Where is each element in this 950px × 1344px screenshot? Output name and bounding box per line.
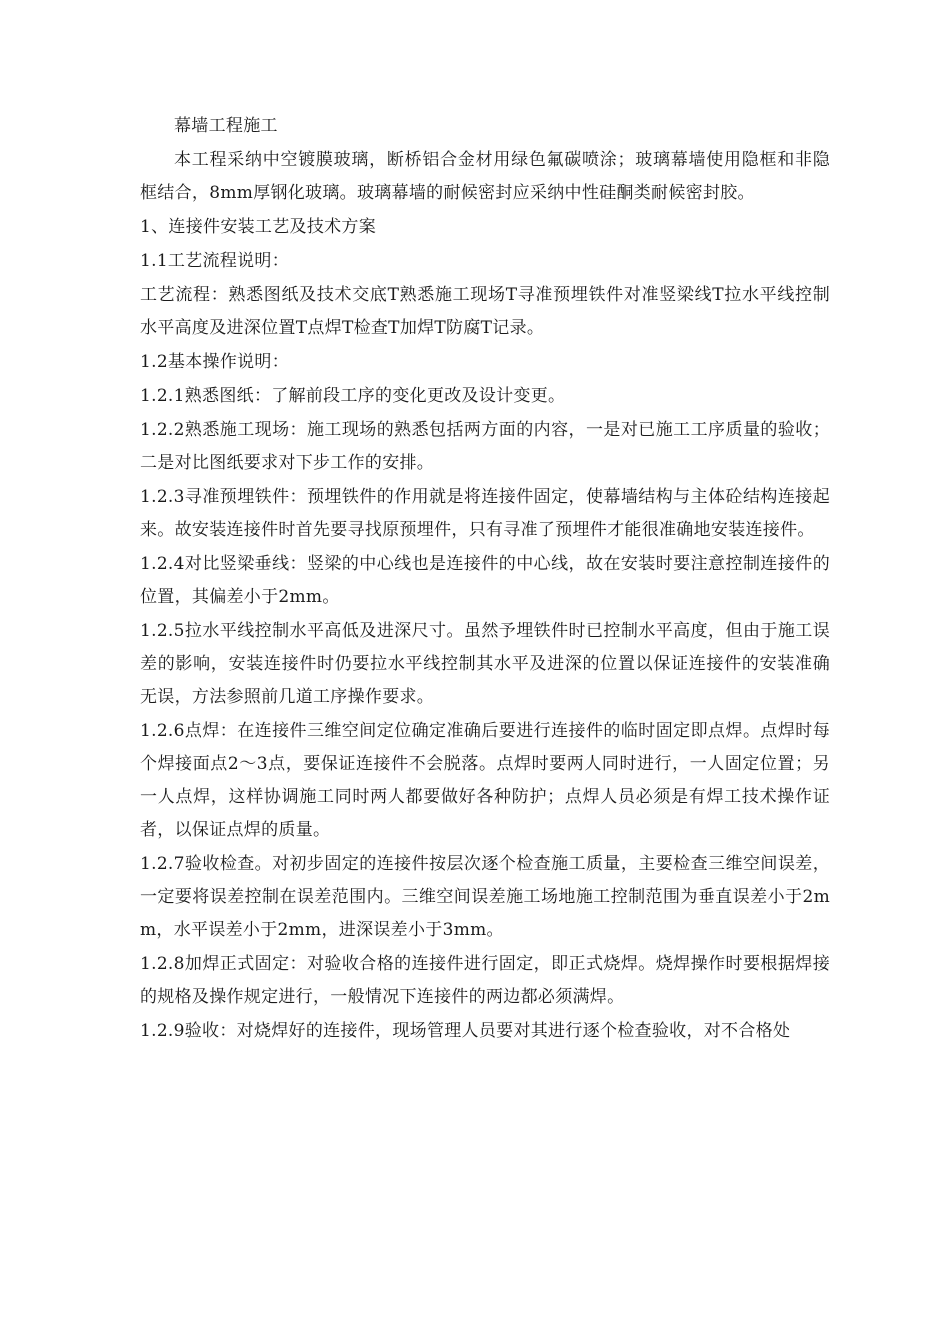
paragraph-1-2-8: 1.2.8加焊正式固定：对验收合格的连接件进行固定，即正式烧焊。烧焊操作时要根据焊接的规格及操作规定进行，一般情况下连接件的两边都必须满焊。 xyxy=(140,954,830,1007)
paragraph-1-2-9: 1.2.9验收：对烧焊好的连接件，现场管理人员要对其进行逐个检查验收，对不合格处 xyxy=(140,1021,791,1041)
section-heading-1: 1、连接件安装工艺及技术方案 xyxy=(140,217,377,237)
paragraph-1-2-7: 1.2.7验收检查。对初步固定的连接件按层次逐个检查施工质量，主要检查三维空间误差，一定要将误差控制在误差范围内。三维空间误差施工场地施工控制范围为垂直误差小于2mm，水平误差小于2mm，进深误差小于3mm。 xyxy=(140,854,830,940)
paragraph-process-flow: 工艺流程：熟悉图纸及技术交底T熟悉施工现场T寻准预埋铁件对准竖梁线T拉水平线控制水平高度及进深位置T点焊T检查T加焊T防腐T记录。 xyxy=(140,285,830,338)
paragraph-1-2-3: 1.2.3寻准预埋铁件：预埋铁件的作用就是将连接件固定，使幕墙结构与主体砼结构连接起来。故安装连接件时首先要寻找原预埋件，只有寻准了预埋件才能很准确地安装连接件。 xyxy=(140,487,830,540)
paragraph-intro: 本工程采纳中空镀膜玻璃，断桥铝合金材用绿色氟碳喷涂；玻璃幕墙使用隐框和非隐框结合，8mm厚钢化玻璃。玻璃幕墙的耐候密封应采纳中性硅酮类耐候密封胶。 xyxy=(140,150,830,203)
paragraph-1-2-5: 1.2.5拉水平线控制水平高低及进深尺寸。虽然予埋铁件时已控制水平高度，但由于施工误差的影响，安装连接件时仍要拉水平线控制其水平及进深的位置以保证连接件的安装准确无误，方法参照前几道工序操作要求。 xyxy=(140,621,830,707)
document-body xyxy=(140,110,830,1049)
paragraph-1-2-2: 1.2.2熟悉施工现场：施工现场的熟悉包括两方面的内容，一是对已施工工序质量的验收；二是对比图纸要求对下步工作的安排。 xyxy=(140,420,830,473)
paragraph-1-2-4: 1.2.4对比竖梁垂线：竖梁的中心线也是连接件的中心线，故在安装时要注意控制连接件的位置，其偏差小于2mm。 xyxy=(140,554,830,607)
subsection-heading-1-1: 1.1工艺流程说明： xyxy=(140,251,290,271)
document-title: 幕墙工程施工 xyxy=(174,116,278,136)
paragraph-1-2-6: 1.2.6点焊：在连接件三维空间定位确定准确后要进行连接件的临时固定即点焊。点焊时每个焊接面点2〜3点，要保证连接件不会脱落。点焊时要两人同时进行，一人固定位置；另一人点焊，这样协调施工同时两人都要做好各种防护；点焊人员必须是有焊工技术操作证者，以保证点焊的质量。 xyxy=(140,721,830,840)
paragraph-1-2-1: 1.2.1熟悉图纸：了解前段工序的变化更改及设计变更。 xyxy=(140,386,566,406)
subsection-heading-1-2: 1.2基本操作说明： xyxy=(140,352,290,372)
